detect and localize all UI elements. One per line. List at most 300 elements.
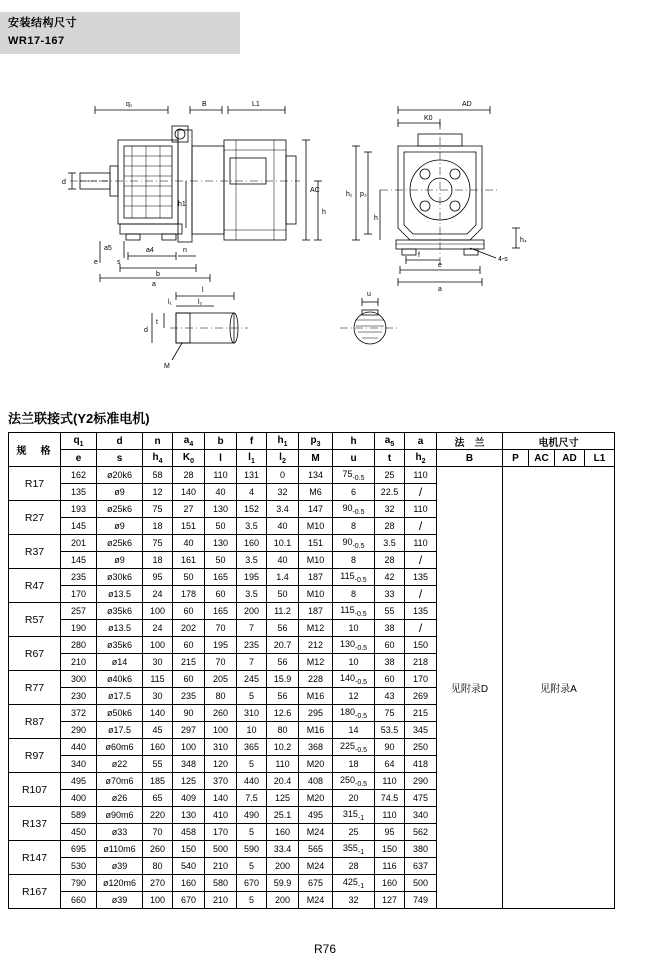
cell-bottom-7: M12 <box>299 654 333 671</box>
header-motor: 电机尺寸 <box>503 433 615 450</box>
cell-bottom-0: 145 <box>61 518 97 535</box>
cell-top-10: 250 <box>405 739 437 756</box>
cell-top-1: ø25k6 <box>97 501 143 518</box>
cell-top-6: 10.1 <box>267 535 299 552</box>
cell-top-7: 187 <box>299 603 333 620</box>
cell-top-6: 0 <box>267 467 299 484</box>
cell-bottom-7: M24 <box>299 858 333 875</box>
cell-top-7: 187 <box>299 569 333 586</box>
svg-text:a: a <box>152 281 156 288</box>
header-flange: 法 兰 <box>437 433 503 450</box>
cell-top-1: ø120m6 <box>97 875 143 892</box>
cell-top-8: $225_{-0.5}$ <box>333 739 375 756</box>
cell-bottom-7: M10 <box>299 552 333 569</box>
row-model: R107 <box>9 773 61 807</box>
svg-text:AC: AC <box>310 187 320 194</box>
cell-bottom-7: M24 <box>299 892 333 909</box>
cell-bottom-0: 145 <box>61 552 97 569</box>
header-motor-sub-3: L1 <box>585 450 615 467</box>
cell-top-2: 270 <box>143 875 173 892</box>
cell-top-8: $130_{-0.5}$ <box>333 637 375 654</box>
svg-text:l: l <box>202 287 204 294</box>
cell-top-0: 695 <box>61 841 97 858</box>
cell-bottom-2: 100 <box>143 892 173 909</box>
cell-top-5: 245 <box>237 671 267 688</box>
cell-bottom-8: 8 <box>333 552 375 569</box>
svg-text:h: h <box>374 215 378 222</box>
header-top-4: b <box>205 433 237 450</box>
cell-bottom-9: 127 <box>375 892 405 909</box>
cell-top-4: 310 <box>205 739 237 756</box>
cell-bottom-1: ø39 <box>97 858 143 875</box>
cell-bottom-8: 25 <box>333 824 375 841</box>
cell-bottom-6: 125 <box>267 790 299 807</box>
cell-top-3: 160 <box>173 875 205 892</box>
row-model: R87 <box>9 705 61 739</box>
cell-top-7: 408 <box>299 773 333 790</box>
cell-bottom-4: 70 <box>205 654 237 671</box>
cell-top-1: ø20k6 <box>97 467 143 484</box>
cell-top-8: $250_{-0.5}$ <box>333 773 375 790</box>
svg-text:e: e <box>438 262 442 269</box>
cell-bottom-5: 5 <box>237 858 267 875</box>
cell-top-9: 110 <box>375 773 405 790</box>
cell-bottom-9: 116 <box>375 858 405 875</box>
cell-top-0: 162 <box>61 467 97 484</box>
cell-top-9: 150 <box>375 841 405 858</box>
cell-top-7: 368 <box>299 739 333 756</box>
cell-top-4: 410 <box>205 807 237 824</box>
header-bot-0: e <box>61 450 97 467</box>
cell-top-3: 60 <box>173 637 205 654</box>
cell-top-7: 212 <box>299 637 333 654</box>
cell-bottom-2: 24 <box>143 620 173 637</box>
cell-bottom-7: M24 <box>299 824 333 841</box>
header-top-10: a <box>405 433 437 450</box>
cell-bottom-8: 20 <box>333 790 375 807</box>
cell-bottom-2: 65 <box>143 790 173 807</box>
svg-text:p₃: p₃ <box>360 191 367 198</box>
cell-bottom-1: ø17.5 <box>97 688 143 705</box>
cell-top-0: 495 <box>61 773 97 790</box>
cell-top-8: $355_{-1}$ <box>333 841 375 858</box>
cell-bottom-4: 50 <box>205 552 237 569</box>
row-model: R17 <box>9 467 61 501</box>
cell-bottom-0: 135 <box>61 484 97 501</box>
cell-bottom-4: 70 <box>205 620 237 637</box>
cell-bottom-3: 161 <box>173 552 205 569</box>
row-model: R167 <box>9 875 61 909</box>
cell-bottom-1: ø39 <box>97 892 143 909</box>
svg-text:t: t <box>156 319 158 326</box>
cell-top-10: 215 <box>405 705 437 722</box>
cell-top-0: 235 <box>61 569 97 586</box>
row-model: R147 <box>9 841 61 875</box>
cell-top-6: 20.7 <box>267 637 299 654</box>
cell-bottom-4: 60 <box>205 586 237 603</box>
cell-bottom-5: 5 <box>237 688 267 705</box>
cell-bottom-6: 40 <box>267 552 299 569</box>
cell-bottom-10: / <box>405 586 437 603</box>
header-bot-3: $K_0$ <box>173 450 205 467</box>
cell-bottom-2: 18 <box>143 552 173 569</box>
svg-text:l₂: l₂ <box>198 299 203 306</box>
cell-top-1: ø35k6 <box>97 637 143 654</box>
svg-text:b: b <box>156 271 160 278</box>
cell-bottom-2: 30 <box>143 688 173 705</box>
cell-top-7: 565 <box>299 841 333 858</box>
cell-top-10: 110 <box>405 535 437 552</box>
row-model: R97 <box>9 739 61 773</box>
cell-bottom-8: 10 <box>333 654 375 671</box>
cell-top-9: 55 <box>375 603 405 620</box>
svg-text:s: s <box>117 259 121 266</box>
cell-bottom-5: 7 <box>237 654 267 671</box>
drawing-svg <box>0 78 650 378</box>
cell-bottom-10: 269 <box>405 688 437 705</box>
cell-bottom-10: 562 <box>405 824 437 841</box>
cell-bottom-10: / <box>405 484 437 501</box>
cell-top-2: 58 <box>143 467 173 484</box>
header-bot-7: M <box>299 450 333 467</box>
cell-top-2: 115 <box>143 671 173 688</box>
cell-top-4: 370 <box>205 773 237 790</box>
cell-top-0: 193 <box>61 501 97 518</box>
cell-bottom-3: 235 <box>173 688 205 705</box>
cell-top-5: 590 <box>237 841 267 858</box>
cell-top-4: 130 <box>205 501 237 518</box>
cell-top-8: $75_{-0.5}$ <box>333 467 375 484</box>
cell-bottom-2: 18 <box>143 518 173 535</box>
cell-top-7: 151 <box>299 535 333 552</box>
cell-bottom-9: 28 <box>375 518 405 535</box>
cell-top-9: 160 <box>375 875 405 892</box>
cell-top-1: ø50k6 <box>97 705 143 722</box>
cell-top-3: 28 <box>173 467 205 484</box>
cell-bottom-0: 530 <box>61 858 97 875</box>
cell-bottom-6: 32 <box>267 484 299 501</box>
cell-bottom-3: 297 <box>173 722 205 739</box>
cell-bottom-10: / <box>405 620 437 637</box>
cell-bottom-0: 400 <box>61 790 97 807</box>
header-bot-6: $l_2$ <box>267 450 299 467</box>
cell-bottom-2: 45 <box>143 722 173 739</box>
header-top-3: $a_4$ <box>173 433 205 450</box>
cell-bottom-0: 290 <box>61 722 97 739</box>
row-model: R77 <box>9 671 61 705</box>
cell-bottom-1: ø9 <box>97 552 143 569</box>
cell-bottom-9: 28 <box>375 552 405 569</box>
row-model: R137 <box>9 807 61 841</box>
flange-appendix-cell: 见附录D <box>437 467 503 909</box>
cell-top-1: ø90m6 <box>97 807 143 824</box>
cell-bottom-7: M20 <box>299 790 333 807</box>
cell-bottom-5: 3.5 <box>237 586 267 603</box>
cell-top-9: 75 <box>375 705 405 722</box>
cell-top-7: 134 <box>299 467 333 484</box>
cell-bottom-8: 8 <box>333 586 375 603</box>
cell-top-5: 440 <box>237 773 267 790</box>
cell-bottom-4: 210 <box>205 858 237 875</box>
cell-top-4: 205 <box>205 671 237 688</box>
header-bot-9: t <box>375 450 405 467</box>
cell-bottom-10: 345 <box>405 722 437 739</box>
cell-top-4: 260 <box>205 705 237 722</box>
cell-top-5: 490 <box>237 807 267 824</box>
cell-bottom-8: 28 <box>333 858 375 875</box>
cell-top-8: $180_{-0.5}$ <box>333 705 375 722</box>
cell-top-0: 257 <box>61 603 97 620</box>
cell-top-3: 130 <box>173 807 205 824</box>
cell-bottom-9: 38 <box>375 654 405 671</box>
cell-bottom-4: 170 <box>205 824 237 841</box>
cell-top-6: 59.9 <box>267 875 299 892</box>
cell-top-6: 12.6 <box>267 705 299 722</box>
svg-text:l₁: l₁ <box>168 299 172 306</box>
header-motor-sub-0: P <box>503 450 529 467</box>
cell-top-2: 75 <box>143 501 173 518</box>
cell-top-0: 300 <box>61 671 97 688</box>
cell-top-6: 1.4 <box>267 569 299 586</box>
cell-top-2: 100 <box>143 603 173 620</box>
cell-bottom-10: 418 <box>405 756 437 773</box>
cell-top-2: 95 <box>143 569 173 586</box>
cell-top-8: $140_{-0.5}$ <box>333 671 375 688</box>
technical-drawing <box>0 78 650 378</box>
cell-bottom-1: ø22 <box>97 756 143 773</box>
row-model: R67 <box>9 637 61 671</box>
cell-bottom-6: 40 <box>267 518 299 535</box>
header-bot-1: s <box>97 450 143 467</box>
cell-bottom-7: M12 <box>299 620 333 637</box>
table-header-row-1 <box>9 433 643 450</box>
cell-bottom-3: 140 <box>173 484 205 501</box>
cell-bottom-8: 6 <box>333 484 375 501</box>
dimensions-table-wrap <box>8 432 642 909</box>
cell-bottom-1: ø14 <box>97 654 143 671</box>
cell-bottom-2: 70 <box>143 824 173 841</box>
header-motor-sub-1: AC <box>529 450 555 467</box>
row-model: R57 <box>9 603 61 637</box>
cell-top-9: 110 <box>375 807 405 824</box>
cell-bottom-10: 475 <box>405 790 437 807</box>
cell-top-2: 260 <box>143 841 173 858</box>
cell-top-7: 228 <box>299 671 333 688</box>
cell-bottom-3: 215 <box>173 654 205 671</box>
svg-text:h₂: h₂ <box>346 191 353 198</box>
cell-bottom-9: 38 <box>375 620 405 637</box>
cell-top-6: 20.4 <box>267 773 299 790</box>
dimensions-table <box>8 432 643 909</box>
cell-top-2: 220 <box>143 807 173 824</box>
cell-top-10: 110 <box>405 501 437 518</box>
cell-bottom-9: 53.5 <box>375 722 405 739</box>
cell-top-2: 160 <box>143 739 173 756</box>
cell-bottom-6: 110 <box>267 756 299 773</box>
cell-top-8: $90_{-0.5}$ <box>333 501 375 518</box>
cell-bottom-8: 14 <box>333 722 375 739</box>
cell-top-5: 131 <box>237 467 267 484</box>
header-bot-2: $h_4$ <box>143 450 173 467</box>
cell-bottom-3: 409 <box>173 790 205 807</box>
cell-bottom-10: / <box>405 552 437 569</box>
cell-bottom-9: 22.5 <box>375 484 405 501</box>
cell-bottom-1: ø33 <box>97 824 143 841</box>
cell-bottom-5: 4 <box>237 484 267 501</box>
header-title <box>8 14 77 50</box>
svg-text:d: d <box>144 327 148 334</box>
svg-text:4-s: 4-s <box>498 256 508 263</box>
cell-bottom-4: 50 <box>205 518 237 535</box>
header-top-5: f <box>237 433 267 450</box>
cell-top-1: ø35k6 <box>97 603 143 620</box>
cell-bottom-6: 200 <box>267 858 299 875</box>
header-top-9: $a_5$ <box>375 433 405 450</box>
cell-top-0: 440 <box>61 739 97 756</box>
svg-text:u: u <box>367 291 371 298</box>
svg-text:L1: L1 <box>252 101 260 108</box>
cell-bottom-7: M16 <box>299 688 333 705</box>
cell-bottom-5: 5 <box>237 756 267 773</box>
cell-top-10: 500 <box>405 875 437 892</box>
cell-bottom-1: ø13.5 <box>97 620 143 637</box>
cell-top-7: 147 <box>299 501 333 518</box>
cell-bottom-1: ø9 <box>97 484 143 501</box>
row-model: R27 <box>9 501 61 535</box>
cell-bottom-7: M10 <box>299 518 333 535</box>
cell-top-10: 380 <box>405 841 437 858</box>
cell-bottom-7: M10 <box>299 586 333 603</box>
cell-bottom-3: 458 <box>173 824 205 841</box>
page-footer: R76 <box>313 942 336 956</box>
cell-bottom-5: 3.5 <box>237 552 267 569</box>
cell-top-3: 100 <box>173 739 205 756</box>
cell-bottom-6: 56 <box>267 688 299 705</box>
cell-bottom-4: 100 <box>205 722 237 739</box>
cell-top-8: $315_{-1}$ <box>333 807 375 824</box>
cell-top-4: 165 <box>205 569 237 586</box>
cell-bottom-4: 40 <box>205 484 237 501</box>
cell-top-0: 589 <box>61 807 97 824</box>
cell-bottom-5: 7.5 <box>237 790 267 807</box>
svg-text:d: d <box>62 179 66 186</box>
cell-top-1: ø30k6 <box>97 569 143 586</box>
cell-bottom-3: 348 <box>173 756 205 773</box>
cell-bottom-0: 340 <box>61 756 97 773</box>
cell-top-3: 40 <box>173 535 205 552</box>
cell-bottom-6: 56 <box>267 654 299 671</box>
cell-top-8: $425_{-1}$ <box>333 875 375 892</box>
cell-top-4: 165 <box>205 603 237 620</box>
cell-bottom-8: 8 <box>333 518 375 535</box>
cell-bottom-10: 749 <box>405 892 437 909</box>
row-model: R37 <box>9 535 61 569</box>
cell-bottom-5: 3.5 <box>237 518 267 535</box>
cell-top-5: 365 <box>237 739 267 756</box>
cell-top-5: 235 <box>237 637 267 654</box>
cell-top-0: 201 <box>61 535 97 552</box>
cell-bottom-6: 200 <box>267 892 299 909</box>
cell-bottom-8: 18 <box>333 756 375 773</box>
cell-bottom-9: 33 <box>375 586 405 603</box>
cell-top-5: 200 <box>237 603 267 620</box>
cell-bottom-2: 30 <box>143 654 173 671</box>
header-bot-8: u <box>333 450 375 467</box>
cell-top-1: ø110m6 <box>97 841 143 858</box>
svg-text:h₄: h₄ <box>520 237 527 244</box>
header-top-7: $p_3$ <box>299 433 333 450</box>
cell-bottom-9: 95 <box>375 824 405 841</box>
cell-top-6: 11.2 <box>267 603 299 620</box>
cell-bottom-2: 24 <box>143 586 173 603</box>
cell-bottom-2: 12 <box>143 484 173 501</box>
cell-bottom-3: 178 <box>173 586 205 603</box>
cell-bottom-9: 43 <box>375 688 405 705</box>
cell-top-6: 25.1 <box>267 807 299 824</box>
cell-bottom-8: 32 <box>333 892 375 909</box>
svg-text:M: M <box>164 363 170 370</box>
cell-top-4: 110 <box>205 467 237 484</box>
cell-top-8: $115_{-0.5}$ <box>333 603 375 620</box>
cell-top-4: 580 <box>205 875 237 892</box>
cell-bottom-7: M20 <box>299 756 333 773</box>
cell-top-10: 110 <box>405 467 437 484</box>
cell-top-5: 310 <box>237 705 267 722</box>
cell-top-2: 185 <box>143 773 173 790</box>
cell-top-6: 15.9 <box>267 671 299 688</box>
cell-top-9: 42 <box>375 569 405 586</box>
cell-bottom-4: 120 <box>205 756 237 773</box>
cell-bottom-6: 80 <box>267 722 299 739</box>
cell-top-3: 125 <box>173 773 205 790</box>
cell-top-4: 130 <box>205 535 237 552</box>
cell-bottom-0: 170 <box>61 586 97 603</box>
table-row <box>9 467 643 484</box>
cell-bottom-10: 637 <box>405 858 437 875</box>
header-title-line2: WR17-167 <box>8 35 65 47</box>
cell-top-2: 75 <box>143 535 173 552</box>
cell-top-10: 135 <box>405 603 437 620</box>
cell-top-3: 60 <box>173 603 205 620</box>
cell-bottom-5: 5 <box>237 892 267 909</box>
cell-bottom-7: M6 <box>299 484 333 501</box>
svg-text:q₁: q₁ <box>126 101 133 108</box>
cell-top-10: 170 <box>405 671 437 688</box>
cell-top-7: 495 <box>299 807 333 824</box>
cell-top-3: 90 <box>173 705 205 722</box>
header-top-1: d <box>97 433 143 450</box>
cell-bottom-2: 55 <box>143 756 173 773</box>
cell-bottom-2: 80 <box>143 858 173 875</box>
cell-top-9: 32 <box>375 501 405 518</box>
cell-top-1: ø70m6 <box>97 773 143 790</box>
cell-top-0: 790 <box>61 875 97 892</box>
header-bot-4: l <box>205 450 237 467</box>
cell-top-7: 295 <box>299 705 333 722</box>
header-top-6: $h_1$ <box>267 433 299 450</box>
cell-bottom-8: 12 <box>333 688 375 705</box>
cell-bottom-4: 140 <box>205 790 237 807</box>
header-motor-sub-2: AD <box>555 450 585 467</box>
cell-bottom-0: 660 <box>61 892 97 909</box>
cell-top-4: 500 <box>205 841 237 858</box>
cell-bottom-5: 5 <box>237 824 267 841</box>
cell-bottom-6: 56 <box>267 620 299 637</box>
cell-top-0: 280 <box>61 637 97 654</box>
header-flange-sub-0: B <box>437 450 503 467</box>
cell-bottom-4: 210 <box>205 892 237 909</box>
cell-top-10: 150 <box>405 637 437 654</box>
